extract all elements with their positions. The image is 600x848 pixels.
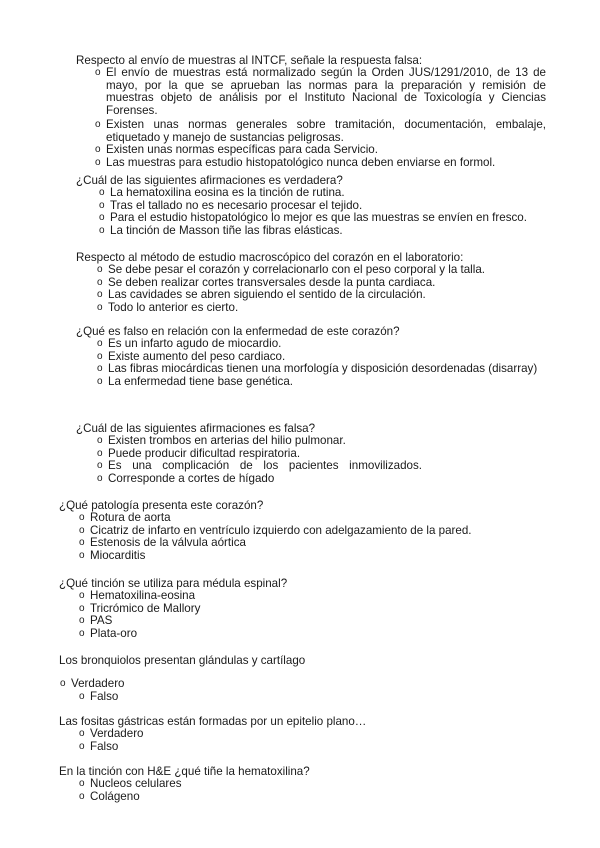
question-text: ¿Qué tinción se utiliza para médula espinal? xyxy=(59,577,288,590)
bullet-icon: o xyxy=(95,144,101,155)
option-list xyxy=(97,434,422,485)
bullet-icon: o xyxy=(79,537,85,548)
question-block xyxy=(59,577,539,640)
bullet-icon: o xyxy=(97,435,103,446)
option-list xyxy=(79,589,539,640)
bullet-icon: o xyxy=(79,512,85,523)
option-list xyxy=(60,677,539,703)
option-list xyxy=(95,66,546,169)
option-item: o Las muestras para estudio histopatológico nunca deben enviarse en formol. xyxy=(95,155,496,169)
bullet-icon: o xyxy=(60,678,66,689)
option-item: o Existe aumento del peso cardiaco. xyxy=(97,349,286,363)
bullet-icon: o xyxy=(97,276,103,288)
bullet-icon: o xyxy=(97,375,103,387)
option-item: o La enfermedad tiene base genética. xyxy=(97,374,293,388)
bullet-icon: o xyxy=(99,212,105,223)
option-item: o Para el estudio histopatológico lo mejor es que las muestras se envíen en fresco. xyxy=(99,211,527,224)
option-item: o Corresponde a cortes de hígado xyxy=(97,471,275,485)
bullet-icon: o xyxy=(97,350,103,362)
question-block xyxy=(76,174,546,237)
option-list xyxy=(79,727,539,753)
bullet-icon: o xyxy=(97,460,103,471)
bullet-icon: o xyxy=(79,690,85,702)
option-item: o Plata-oro xyxy=(79,626,138,640)
question-block xyxy=(76,325,546,388)
bullet-icon: o xyxy=(95,156,101,168)
bullet-icon: o xyxy=(79,790,85,802)
option-item: o Se debe pesar el corazón y correlacionarlo con el peso corporal y la talla. xyxy=(97,263,486,276)
option-list xyxy=(97,263,546,314)
option-item: o Rotura de aorta xyxy=(79,511,171,524)
question-block xyxy=(59,715,539,753)
option-item: o Existen unas normas específicas para cada Servicio. xyxy=(95,143,378,156)
bullet-icon: o xyxy=(99,224,105,236)
question-text: ¿Qué patología presenta este corazón? xyxy=(59,499,264,512)
bullet-icon: o xyxy=(79,778,85,789)
bullet-icon: o xyxy=(97,472,103,484)
bullet-icon: o xyxy=(79,740,85,752)
bullet-icon: o xyxy=(99,199,105,211)
question-block xyxy=(59,654,539,703)
option-item: o Miocarditis xyxy=(79,548,146,562)
question-text: Respecto al método de estudio macroscópico del corazón en el laboratorio: xyxy=(76,251,464,264)
option-item: o Tricrómico de Mallory xyxy=(79,601,201,615)
bullet-icon: o xyxy=(95,119,101,130)
question-block xyxy=(59,765,539,803)
bullet-icon: o xyxy=(79,602,85,614)
option-item: o Puede producir dificultad respiratoria. xyxy=(97,446,301,460)
option-item: o Falso xyxy=(79,689,119,703)
question-block xyxy=(76,54,546,169)
option-item: o El envío de muestras está normalizado según la Orden JUS/1291/2010, de 13 de mayo, por la que se aprueban las normas para la preparación y remisión de muestras objeto de análisis por el Instituto Nacional de Toxicología y Ciencias Forenses. xyxy=(95,66,546,117)
option-list xyxy=(97,337,546,388)
option-item: o Colágeno xyxy=(79,789,140,803)
option-item: o Es una complicación de los pacientes inmovilizados. xyxy=(97,459,422,472)
option-item: o Tras el tallado no es necesario procesar el tejido. xyxy=(99,198,363,212)
option-item: o Falso xyxy=(79,739,119,753)
option-list xyxy=(79,777,539,803)
option-item: o Las cavidades se abren siguiendo el sentido de la circulación. xyxy=(97,288,426,301)
question-block xyxy=(59,499,539,562)
question-text: ¿Cuál de las siguientes afirmaciones es falsa? xyxy=(76,422,316,435)
option-item: o Nucleos celulares xyxy=(79,777,182,790)
bullet-icon: o xyxy=(97,338,103,349)
bullet-icon: o xyxy=(79,524,85,536)
question-text: En la tinción con H&E ¿qué tiñe la hematoxilina? xyxy=(59,765,310,778)
option-item: o Estenosis de la válvula aórtica xyxy=(79,536,246,549)
option-item: o Verdadero xyxy=(79,727,144,740)
question-block xyxy=(76,251,546,314)
bullet-icon: o xyxy=(79,627,85,639)
option-item: o Es un infarto agudo de miocardio. xyxy=(97,337,282,350)
bullet-icon: o xyxy=(79,549,85,561)
bullet-icon: o xyxy=(97,363,103,374)
bullet-icon: o xyxy=(97,447,103,459)
bullet-icon: o xyxy=(99,187,105,198)
option-item: o PAS xyxy=(79,614,113,627)
question-text: ¿Qué es falso en relación con la enfermedad de este corazón? xyxy=(76,325,400,338)
option-item: o Verdadero xyxy=(60,677,125,690)
bullet-icon: o xyxy=(97,264,103,275)
option-item: o Todo lo anterior es cierto. xyxy=(97,300,239,314)
option-item: o Cicatriz de infarto en ventrículo izquierdo con adelgazamiento de la pared. xyxy=(79,523,472,537)
bullet-icon: o xyxy=(97,289,103,300)
question-block xyxy=(76,422,546,485)
option-item: o Existen trombos en arterias del hilio pulmonar. xyxy=(97,434,346,447)
option-item: o La hematoxilina eosina es la tinción de rutina. xyxy=(99,186,345,199)
bullet-icon: o xyxy=(79,728,85,739)
bullet-icon: o xyxy=(95,67,101,78)
question-text: Respecto al envío de muestras al INTCF, señale la respuesta falsa: xyxy=(76,54,423,67)
option-item: o Las fibras miocárdicas tienen una morfología y disposición desordenadas (disarray) xyxy=(97,362,538,375)
question-text: Las fositas gástricas están formadas por un epitelio plano… xyxy=(59,715,367,728)
option-item: o Existen unas normas generales sobre tramitación, documentación, embalaje, etiquetado y manejo de sustancias peligrosas. xyxy=(95,118,546,144)
option-item: o La tinción de Masson tiñe las fibras elásticas. xyxy=(99,223,343,237)
option-list xyxy=(99,186,546,237)
option-list xyxy=(79,511,539,562)
bullet-icon: o xyxy=(79,590,85,601)
bullet-icon: o xyxy=(79,615,85,626)
question-text: ¿Cuál de las siguientes afirmaciones es verdadera? xyxy=(76,174,343,187)
option-item: o Se deben realizar cortes transversales desde la punta cardiaca. xyxy=(97,275,436,289)
question-text: Los bronquiolos presentan glándulas y cartílago xyxy=(59,654,306,667)
option-item: o Hematoxilina-eosina xyxy=(79,589,196,602)
bullet-icon: o xyxy=(97,301,103,313)
